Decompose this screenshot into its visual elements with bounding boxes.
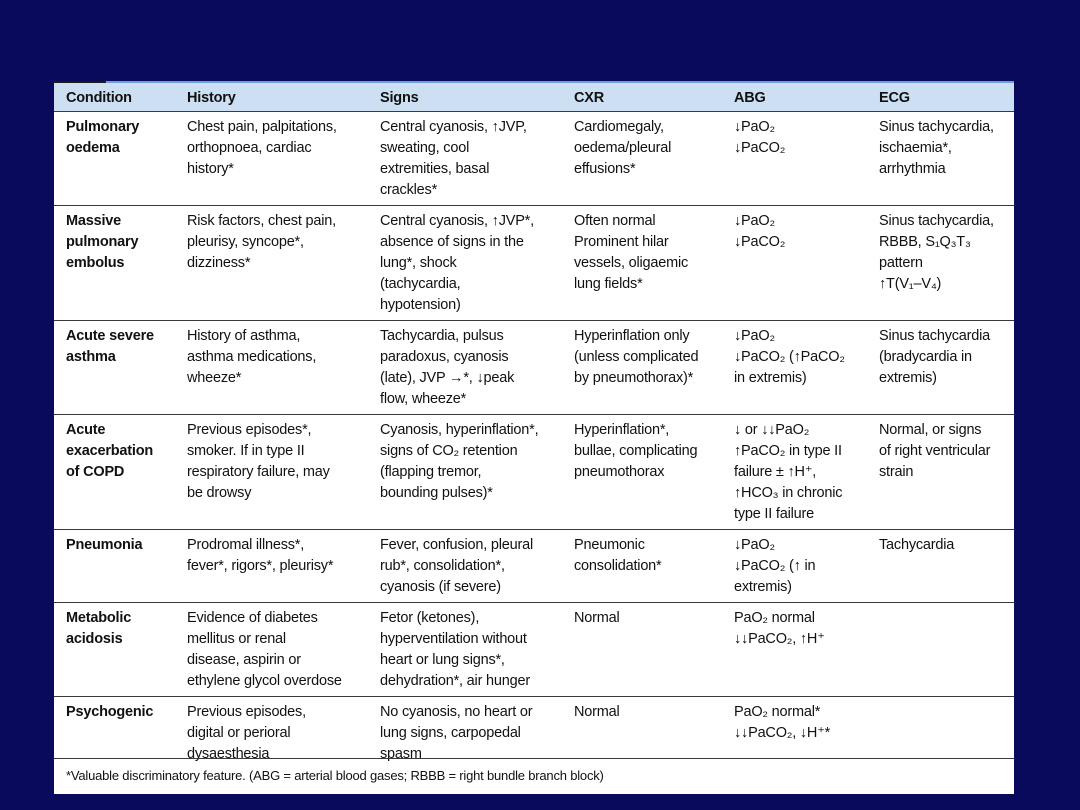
cxr-text: Often normal Prominent hilar vessels, oligaemic lung fields* — [574, 213, 689, 292]
ecg-text: Sinus tachycardia, ischaemia*, arrhythmia — [879, 119, 994, 177]
cell-condition — [54, 112, 175, 206]
ecg-text: Tachycardia — [879, 537, 955, 553]
table-row — [54, 415, 1014, 530]
cell-cxr — [562, 321, 722, 415]
table-row — [54, 206, 1014, 321]
cell-history — [175, 206, 368, 321]
history-text: Previous episodes*, smoker. If in type II respiratory failure, may be drowsy — [187, 422, 330, 501]
cxr-text: Cardiomegaly, oedema/pleural effusions* — [574, 119, 672, 177]
cell-condition — [54, 530, 175, 603]
abg-text: ↓PaO₂ ↓PaCO₂ (↑ in extremis) — [734, 537, 816, 595]
signs-text: No cyanosis, no heart or lung signs, carpopedal spasm — [380, 704, 533, 762]
abg-text: ↓ or ↓↓PaO₂ ↑PaCO₂ in type II failure ± ↑H⁺, ↑HCO₃ in chronic type II failure — [734, 422, 843, 522]
cell-abg — [722, 530, 867, 603]
cell-history — [175, 603, 368, 697]
cell-signs — [368, 112, 562, 206]
header-ecg: ECG — [879, 90, 910, 106]
cell-cxr — [562, 603, 722, 697]
abg-text: ↓PaO₂ ↓PaCO₂ (↑PaCO₂ in extremis) — [734, 328, 845, 386]
signs-text: Tachycardia, pulsus paradoxus, cyanosis (late), JVP →*, ↓peak flow, wheeze* — [380, 328, 515, 407]
header-condition: Condition — [66, 90, 132, 106]
cell-history — [175, 112, 368, 206]
ecg-text: Sinus tachycardia (bradycardia in extremis) — [879, 328, 991, 386]
table-row — [54, 603, 1014, 697]
ecg-text: Sinus tachycardia, RBBB, S₁Q₃T₃ pattern ↑T(V₁–V₄) — [879, 213, 994, 292]
cell-abg — [722, 112, 867, 206]
history-text: Chest pain, palpitations, orthopnoea, cardiac history* — [187, 119, 337, 177]
history-text: Risk factors, chest pain, pleurisy, syncope*, dizziness* — [187, 213, 336, 271]
cxr-text: Hyperinflation only (unless complicated by pneumothorax)* — [574, 328, 699, 386]
condition-text: Psychogenic — [66, 704, 154, 720]
footnote-text: *Valuable discriminatory feature. (ABG = arterial blood gases; RBBB = right bundle branch block) — [66, 768, 604, 783]
signs-text: Central cyanosis, ↑JVP*, absence of signs in the lung*, shock (tachycardia, hypotension) — [380, 213, 534, 313]
cell-cxr — [562, 530, 722, 603]
cell-signs — [368, 415, 562, 530]
signs-text: Central cyanosis, ↑JVP, sweating, cool extremities, basal crackles* — [380, 119, 527, 198]
condition-text: Massive pulmonary embolus — [66, 213, 139, 271]
cxr-text: Hyperinflation*, bullae, complicating pneumothorax — [574, 422, 698, 480]
history-text: Prodromal illness*, fever*, rigors*, pleurisy* — [187, 537, 334, 574]
abg-text: PaO₂ normal* ↓↓PaCO₂, ↓H⁺* — [734, 704, 831, 741]
condition-text: Pulmonary oedema — [66, 119, 140, 156]
cxr-text: Pneumonic consolidation* — [574, 537, 662, 574]
signs-text: Fever, confusion, pleural rub*, consolidation*, cyanosis (if severe) — [380, 537, 533, 595]
table-row — [54, 321, 1014, 415]
cell-ecg — [867, 603, 1014, 697]
history-text: History of asthma, asthma medications, wheeze* — [187, 328, 317, 386]
cell-signs — [368, 530, 562, 603]
cell-abg — [722, 603, 867, 697]
abg-text: ↓PaO₂ ↓PaCO₂ — [734, 119, 786, 156]
cell-abg — [722, 415, 867, 530]
condition-text: Acute exacerbation of COPD — [66, 422, 154, 480]
cell-condition — [54, 603, 175, 697]
cell-signs — [368, 603, 562, 697]
cxr-text: Normal — [574, 610, 620, 626]
cxr-text: Normal — [574, 704, 620, 720]
cell-ecg — [867, 206, 1014, 321]
signs-text: Fetor (ketones), hyperventilation without heart or lung signs*, dehydration*, air hunger — [380, 610, 530, 689]
cell-ecg — [867, 321, 1014, 415]
condition-text: Pneumonia — [66, 537, 143, 553]
ecg-text: Normal, or signs of right ventricular strain — [879, 422, 991, 480]
table-header-row — [54, 83, 1014, 112]
cell-history — [175, 321, 368, 415]
abg-text: ↓PaO₂ ↓PaCO₂ — [734, 213, 786, 250]
differential-diagnosis-table — [54, 83, 1014, 773]
header-abg: ABG — [734, 90, 766, 106]
table-row — [54, 112, 1014, 206]
cell-condition — [54, 206, 175, 321]
history-text: Previous episodes, digital or perioral dysaesthesia — [187, 704, 306, 762]
cell-cxr — [562, 112, 722, 206]
cell-ecg — [867, 112, 1014, 206]
header-history: History — [187, 90, 236, 106]
abg-text: PaO₂ normal ↓↓PaCO₂, ↑H⁺ — [734, 610, 825, 647]
clinical-table-panel — [54, 81, 1014, 794]
table-footnote — [54, 758, 1014, 794]
condition-text: Metabolic acidosis — [66, 610, 132, 647]
table-row — [54, 530, 1014, 603]
signs-text: Cyanosis, hyperinflation*, signs of CO₂ retention (flapping tremor, bounding pulses)* — [380, 422, 539, 501]
cell-condition — [54, 415, 175, 530]
cell-cxr — [562, 415, 722, 530]
header-signs: Signs — [380, 90, 419, 106]
cell-cxr — [562, 206, 722, 321]
cell-condition — [54, 321, 175, 415]
cell-history — [175, 530, 368, 603]
cell-ecg — [867, 415, 1014, 530]
cell-signs — [368, 321, 562, 415]
header-cxr: CXR — [574, 90, 605, 106]
cell-ecg — [867, 530, 1014, 603]
condition-text: Acute severe asthma — [66, 328, 154, 365]
history-text: Evidence of diabetes mellitus or renal disease, aspirin or ethylene glycol overdose — [187, 610, 342, 689]
cell-abg — [722, 321, 867, 415]
cell-signs — [368, 206, 562, 321]
cell-abg — [722, 206, 867, 321]
cell-history — [175, 415, 368, 530]
